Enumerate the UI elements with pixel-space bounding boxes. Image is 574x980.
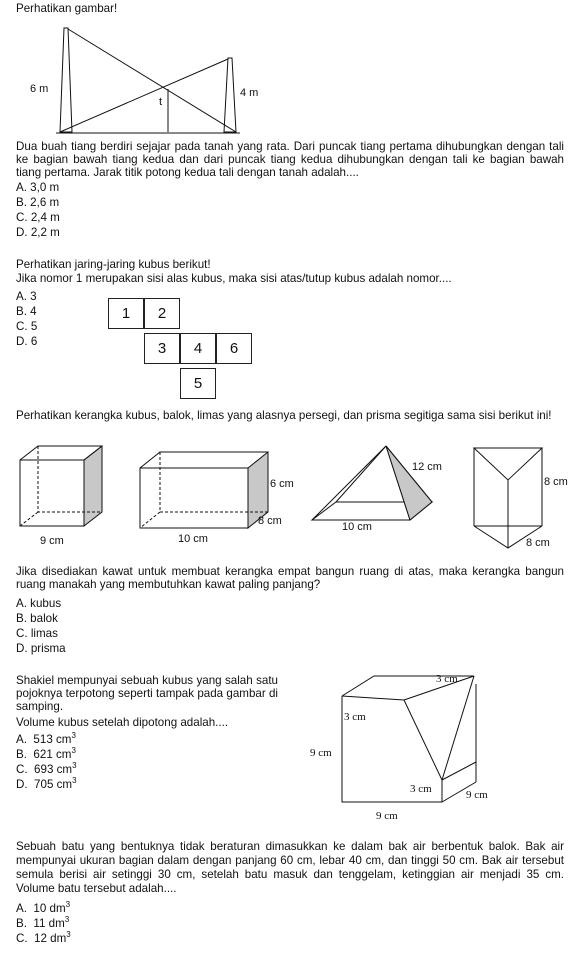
q3-option-b[interactable]: B. balok	[16, 612, 58, 625]
q4-label-mid: 3 cm	[344, 711, 366, 723]
q4-label-left: 9 cm	[310, 747, 332, 759]
pyramid-base: 10 cm	[342, 521, 372, 533]
net-face-1: 1	[108, 298, 144, 329]
q4-cut-cube-figure	[0, 670, 574, 820]
q3-frames-figure	[0, 440, 574, 560]
q2-option-c[interactable]: C. 5	[16, 320, 38, 333]
q1-label-right: 4 m	[240, 87, 259, 99]
net-face-3: 3	[144, 333, 180, 364]
cuboid-depth: 8 cm	[258, 515, 282, 527]
q1-option-c[interactable]: C. 2,4 m	[16, 211, 60, 224]
q2-option-a[interactable]: A. 3	[16, 290, 37, 303]
pyramid-frame	[312, 446, 442, 533]
prism-base: 8 cm	[526, 537, 550, 549]
q4-label-top: 3 cm	[436, 673, 458, 685]
q4-option-d[interactable]: D. 705 $cm^3$	[16, 776, 77, 791]
q1-option-b[interactable]: B. 2,6 m	[16, 196, 60, 209]
q5-option-a[interactable]: A. 10 $dm^3$	[16, 900, 71, 915]
net-face-5: 5	[180, 368, 216, 399]
q2-line1: Perhatikan jaring-jaring kubus berikut!	[16, 258, 211, 271]
prism-frame	[474, 448, 568, 549]
q1-poles-figure	[0, 0, 574, 140]
net-face-2: 2	[144, 298, 180, 329]
q5-option-b[interactable]: B. 11 $dm^3$	[16, 915, 70, 930]
q1-label-left: 6 m	[30, 83, 49, 95]
q1-option-d[interactable]: D. 2,2 m	[16, 226, 60, 239]
q4-question: Volume kubus setelah dipotong adalah....	[16, 716, 229, 729]
q2-line2: Jika nomor 1 merupakan sisi alas kubus, maka sisi atas/tutup kubus adalah nomor....	[16, 272, 452, 285]
q4-option-a[interactable]: A. 513 $cm^3$	[16, 731, 76, 746]
cuboid-frame	[140, 452, 294, 545]
q1-text: Dua buah tiang berdiri sejajar pada tanah yang rata. Dari puncak tiang pertama dihubungkan dengan tali ke bagian bawah tiang kedua dan dari puncak tiang kedua dihubungkan dengan tali ke bagian bawah tiang pertama. Jarak titik potong kedua tali dengan tanah adalah....	[16, 140, 564, 180]
cuboid-height: 6 cm	[270, 478, 294, 490]
q1-label-t: t	[159, 96, 163, 108]
q3-option-c[interactable]: C. limas	[16, 627, 58, 640]
q2-option-b[interactable]: B. 4	[16, 305, 37, 318]
prism-height: 8 cm	[544, 476, 568, 488]
cube-frame	[20, 446, 102, 547]
net-face-6: 6	[216, 333, 252, 364]
q1-option-a[interactable]: A. 3,0 m	[16, 181, 60, 194]
q4-label-right: 9 cm	[466, 789, 488, 801]
q2-option-d[interactable]: D. 6	[16, 335, 38, 348]
q5-text: Sebuah batu yang bentuknya tidak beraturan dimasukkan ke dalam bak air berbentuk balok. Bak air mempunyai ukuran bagian dalam dengan panjang 60 cm, lebar 40 cm, dan tinggi 50 cm. Bak air tersebut semula berisi air setinggi 30 cm, setelah batu masuk dan tenggelam, ketinggian air menjadi 35 cm. Volume batu tersebut adalah....	[16, 840, 564, 895]
cuboid-length: 10 cm	[178, 533, 208, 545]
q3-question: Jika disediakan kawat untuk membuat kerangka empat bangun ruang di atas, maka kerangka bangun ruang manakah yang membutuhkan kawat paling panjang?	[16, 565, 564, 592]
pyramid-height: 12 cm	[412, 461, 442, 473]
q3-text: Perhatikan kerangka kubus, balok, limas yang alasnya persegi, dan prisma segitiga sama sisi berikut ini!	[16, 409, 552, 422]
net-face-4: 4	[180, 333, 216, 364]
q4-label-lower: 3 cm	[410, 783, 432, 795]
q4-option-c[interactable]: C. 693 $cm^3$	[16, 761, 77, 776]
q4-text: Shakiel mempunyai sebuah kubus yang salah satu pojoknya terpotong seperti tampak pada gambar di samping.	[16, 674, 278, 714]
q4-option-b[interactable]: B. 621 $cm^3$	[16, 746, 76, 761]
q3-option-d[interactable]: D. prisma	[16, 642, 66, 655]
q1-header: Perhatikan gambar!	[16, 2, 118, 15]
q5-option-c[interactable]: C. 12 $dm^3$	[16, 930, 71, 945]
cube-label: 9 cm	[40, 535, 64, 547]
q4-label-bottom: 9 cm	[376, 810, 398, 822]
q3-option-a[interactable]: A. kubus	[16, 597, 62, 610]
